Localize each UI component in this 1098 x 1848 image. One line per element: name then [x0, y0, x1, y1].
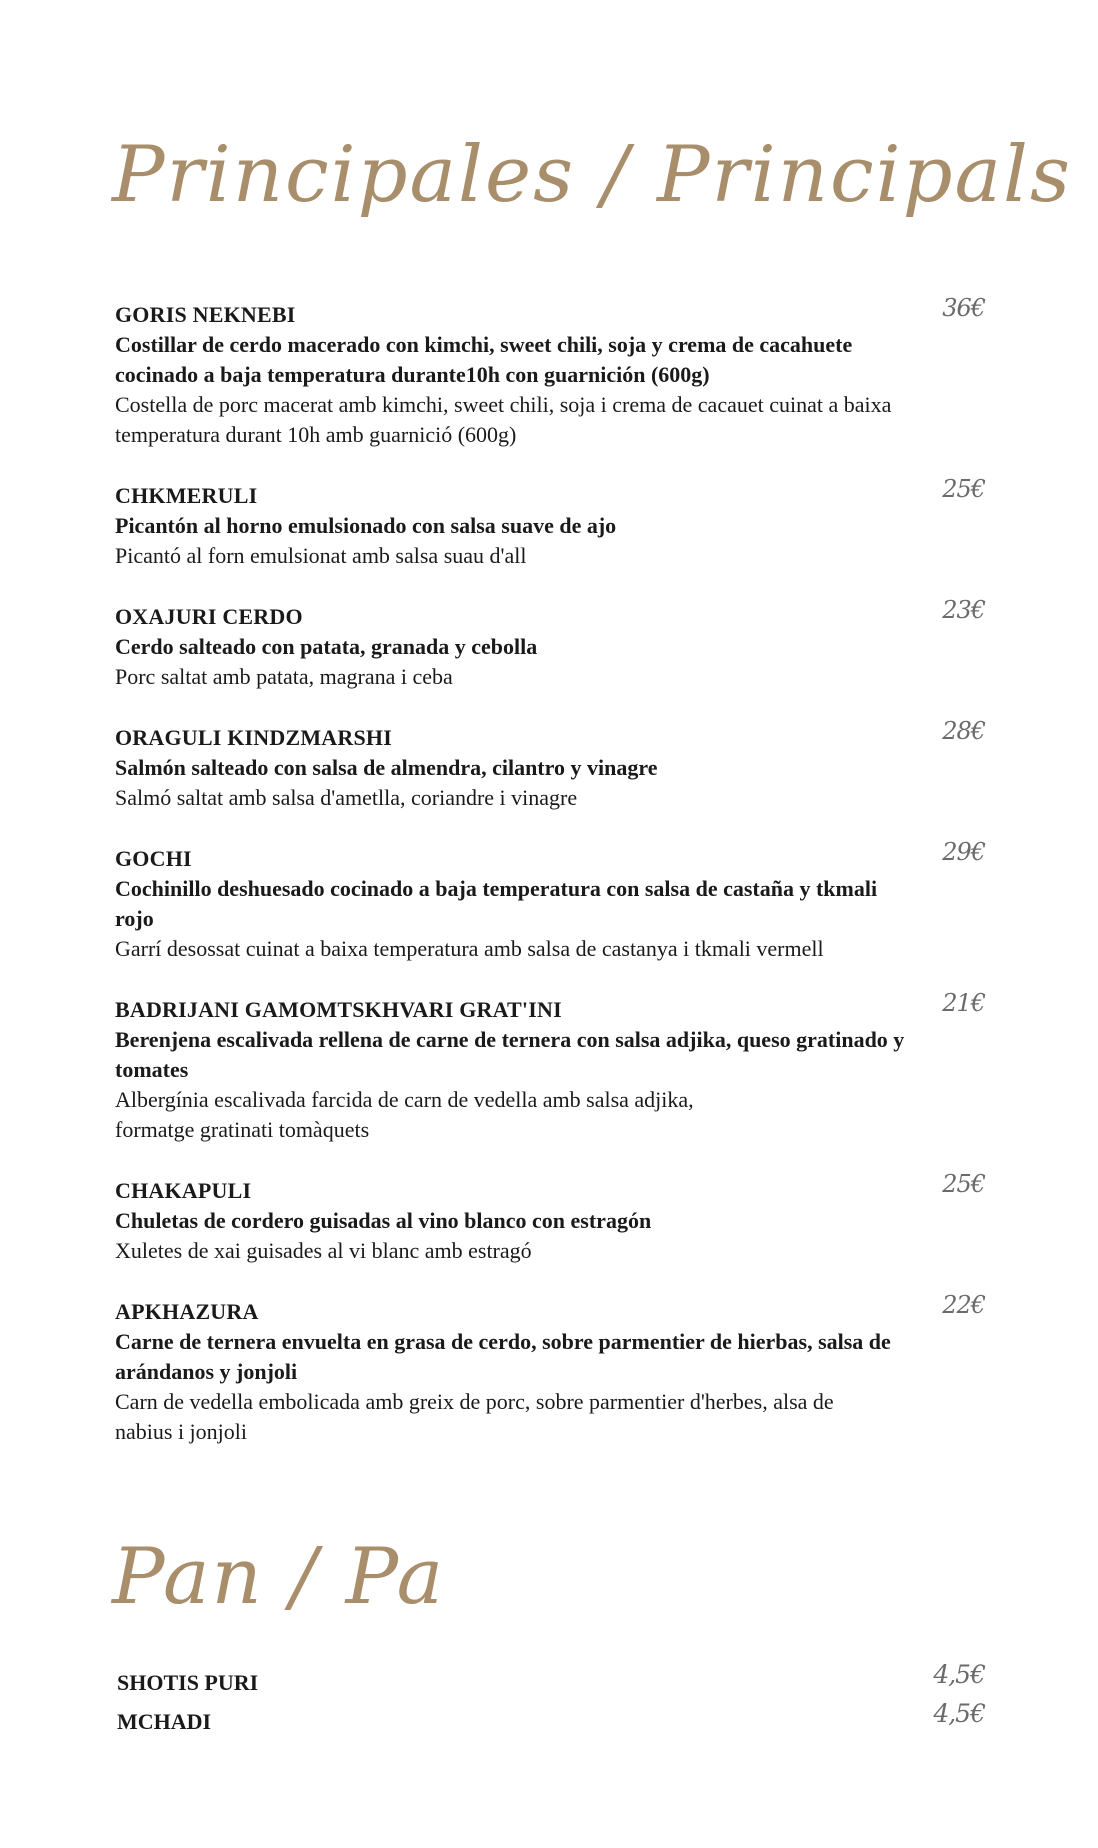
- menu-item: [115, 989, 985, 1145]
- dish-description-ca: Garrí desossat cuinat a baixa temperatura amb salsa de castanya i tkmali vermell: [115, 936, 824, 961]
- dish-description-ca: Albergínia escalivada farcida de carn de vedella amb salsa adjika, formatge gratinati tomàquets: [115, 1087, 694, 1142]
- menu-item: [115, 1291, 985, 1447]
- bread-item: [117, 1699, 985, 1746]
- section-title-principales: Principales / Principals: [112, 130, 1073, 220]
- dish-price: 22€: [942, 1291, 985, 1319]
- bread-price: 4,5€: [933, 1699, 985, 1728]
- dish-price: 28€: [942, 717, 985, 745]
- bread-item: [117, 1660, 985, 1707]
- dish-description-es: Chuletas de cordero guisadas al vino blanco con estragón: [115, 1208, 652, 1233]
- dish-description-es: Berenjena escalivada rellena de carne de ternera con salsa adjika, queso gratinado y tomates: [115, 1027, 905, 1082]
- menu-item: [115, 1170, 985, 1266]
- menu-item: [115, 294, 985, 450]
- menu-item: [115, 838, 985, 964]
- dish-price: 25€: [942, 475, 985, 503]
- bread-name: MCHADI: [117, 1709, 212, 1734]
- dish-price: 36€: [942, 294, 985, 322]
- dish-description-es: Costillar de cerdo macerado con kimchi, sweet chili, soja y crema de cacahuete cocinado a baja temperatura durante10h con guarnición (600g): [115, 332, 853, 387]
- menu-item: [115, 596, 985, 692]
- menu-item: [115, 475, 985, 571]
- dish-description-ca: Carn de vedella embolicada amb greix de porc, sobre parmentier d'herbes, alsa de nabius i jonjoli: [115, 1389, 834, 1444]
- dish-description-ca: Porc saltat amb patata, magrana i ceba: [115, 664, 453, 689]
- dish-price: 29€: [942, 838, 985, 866]
- dish-name: BADRIJANI GAMOMTSKHVARI GRAT'INI: [115, 997, 562, 1022]
- dish-description-es: Salmón salteado con salsa de almendra, cilantro y vinagre: [115, 755, 658, 780]
- section-title-pan: Pan / Pa: [112, 1532, 446, 1622]
- dish-description-ca: Costella de porc macerat amb kimchi, sweet chili, soja i crema de cacauet cuinat a baixa temperatura durant 10h amb guarnició (600g): [115, 392, 892, 447]
- bread-price: 4,5€: [933, 1660, 985, 1689]
- dish-price: 25€: [942, 1170, 985, 1198]
- dish-description-ca: Salmó saltat amb salsa d'ametlla, coriandre i vinagre: [115, 785, 578, 810]
- dish-name: APKHAZURA: [115, 1299, 259, 1324]
- dish-description-es: Cochinillo deshuesado cocinado a baja temperatura con salsa de castaña y tkmali rojo: [115, 876, 878, 931]
- dish-price: 23€: [942, 596, 985, 624]
- dish-name: GOCHI: [115, 846, 192, 871]
- menu-item: [115, 717, 985, 813]
- dish-name: ORAGULI KINDZMARSHI: [115, 725, 392, 750]
- dish-description-ca: Picantó al forn emulsionat amb salsa suau d'all: [115, 543, 527, 568]
- dish-name: OXAJURI CERDO: [115, 604, 303, 629]
- dish-description-es: Picantón al horno emulsionado con salsa suave de ajo: [115, 513, 617, 538]
- dish-description-es: Cerdo salteado con patata, granada y cebolla: [115, 634, 538, 659]
- dish-description-es: Carne de ternera envuelta en grasa de cerdo, sobre parmentier de hierbas, salsa de arándanos y jonjoli: [115, 1329, 891, 1384]
- dish-description-ca: Xuletes de xai guisades al vi blanc amb estragó: [115, 1238, 532, 1263]
- dish-name: GORIS NEKNEBI: [115, 302, 296, 327]
- bread-name: SHOTIS PURI: [117, 1670, 259, 1695]
- dish-name: CHAKAPULI: [115, 1178, 252, 1203]
- bread-list: [117, 1660, 985, 1746]
- main-dishes-list: [115, 294, 985, 1478]
- dish-name: CHKMERULI: [115, 483, 258, 508]
- dish-price: 21€: [942, 989, 985, 1017]
